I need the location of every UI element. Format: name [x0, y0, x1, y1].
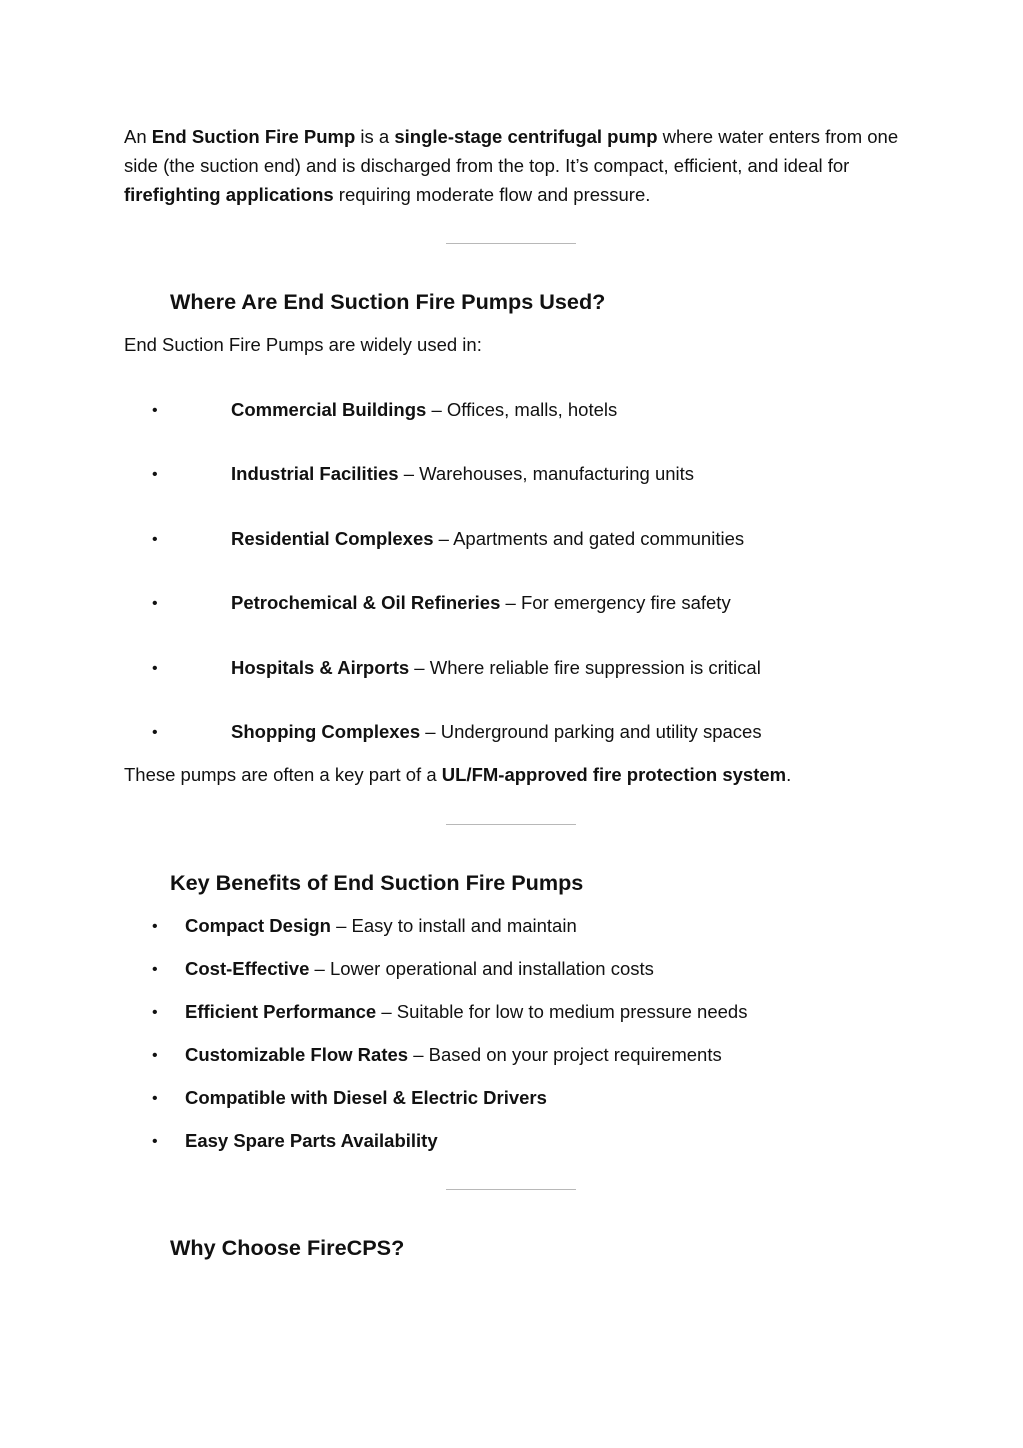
- bullet: •: [152, 402, 158, 419]
- bullet: •: [152, 1047, 158, 1064]
- usage-heading: Where Are End Suction Fire Pumps Used?: [170, 289, 606, 314]
- bullet: •: [152, 595, 158, 612]
- list-item-desc: – Underground parking and utility spaces: [420, 721, 762, 742]
- intro-text-4: requiring moderate flow and pressure.: [333, 184, 651, 205]
- list-item-desc: – Easy to install and maintain: [330, 915, 577, 936]
- list-item-label: Compact Design: [185, 915, 331, 936]
- list-item-desc: – Offices, malls, hotels: [426, 399, 618, 420]
- section-divider: [446, 243, 576, 244]
- closing-text: These pumps are often a key part of a: [124, 764, 442, 785]
- list-item-label: Easy Spare Parts Availability: [185, 1130, 438, 1151]
- intro-bold-pump-name: End Suction Fire Pump: [151, 126, 356, 147]
- list-item-desc: – For emergency fire safety: [500, 592, 731, 613]
- intro-text-1: An: [124, 126, 152, 147]
- list-item-desc: – Based on your project requirements: [408, 1044, 722, 1065]
- list-item-label: Commercial Buildings: [231, 399, 427, 420]
- list-item-desc: – Apartments and gated communities: [433, 528, 745, 549]
- intro-text-2: is a: [355, 126, 395, 147]
- bullet: •: [152, 961, 158, 978]
- list-item-label: Efficient Performance: [185, 1001, 377, 1022]
- list-item-label: Petrochemical & Oil Refineries: [231, 592, 501, 613]
- closing-period: .: [786, 764, 792, 785]
- list-item-label: Customizable Flow Rates: [185, 1044, 409, 1065]
- list-item-desc: – Where reliable fire suppression is critical: [409, 657, 761, 678]
- list-item-label: Cost-Effective: [185, 958, 310, 979]
- bullet: •: [152, 724, 158, 741]
- list-item-label: Compatible with Diesel & Electric Drivers: [185, 1087, 547, 1108]
- bullet: •: [152, 531, 158, 548]
- bullet: •: [152, 918, 158, 935]
- intro-bold-applications: firefighting applications: [124, 184, 334, 205]
- usage-lead: End Suction Fire Pumps are widely used in:: [124, 334, 482, 355]
- intro-paragraph: [124, 122, 904, 209]
- section-divider: [446, 824, 576, 825]
- bullet: •: [152, 1133, 158, 1150]
- section-divider: [446, 1189, 576, 1190]
- list-item-desc: – Warehouses, manufacturing units: [398, 463, 695, 484]
- bullet: •: [152, 466, 158, 483]
- list-item-label: Shopping Complexes: [231, 721, 421, 742]
- intro-bold-pump-type: single-stage centrifugal pump: [394, 126, 658, 147]
- bullet: •: [152, 1004, 158, 1021]
- list-item-label: Hospitals & Airports: [231, 657, 410, 678]
- closing-bold: UL/FM-approved fire protection system: [441, 764, 787, 785]
- bullet: •: [152, 1090, 158, 1107]
- bullet: •: [152, 660, 158, 677]
- list-item-label: Industrial Facilities: [231, 463, 399, 484]
- list-item-desc: – Lower operational and installation costs: [309, 958, 654, 979]
- benefits-heading: Key Benefits of End Suction Fire Pumps: [170, 870, 584, 895]
- list-item-desc: – Suitable for low to medium pressure needs: [376, 1001, 748, 1022]
- intro-text-3: where water enters from one side (the suction end) and is discharged from the top. It’s compact, efficient, and ideal for: [124, 126, 899, 176]
- usage-closing: [124, 763, 791, 787]
- why-heading: Why Choose FireCPS?: [170, 1235, 405, 1260]
- list-item-label: Residential Complexes: [231, 528, 434, 549]
